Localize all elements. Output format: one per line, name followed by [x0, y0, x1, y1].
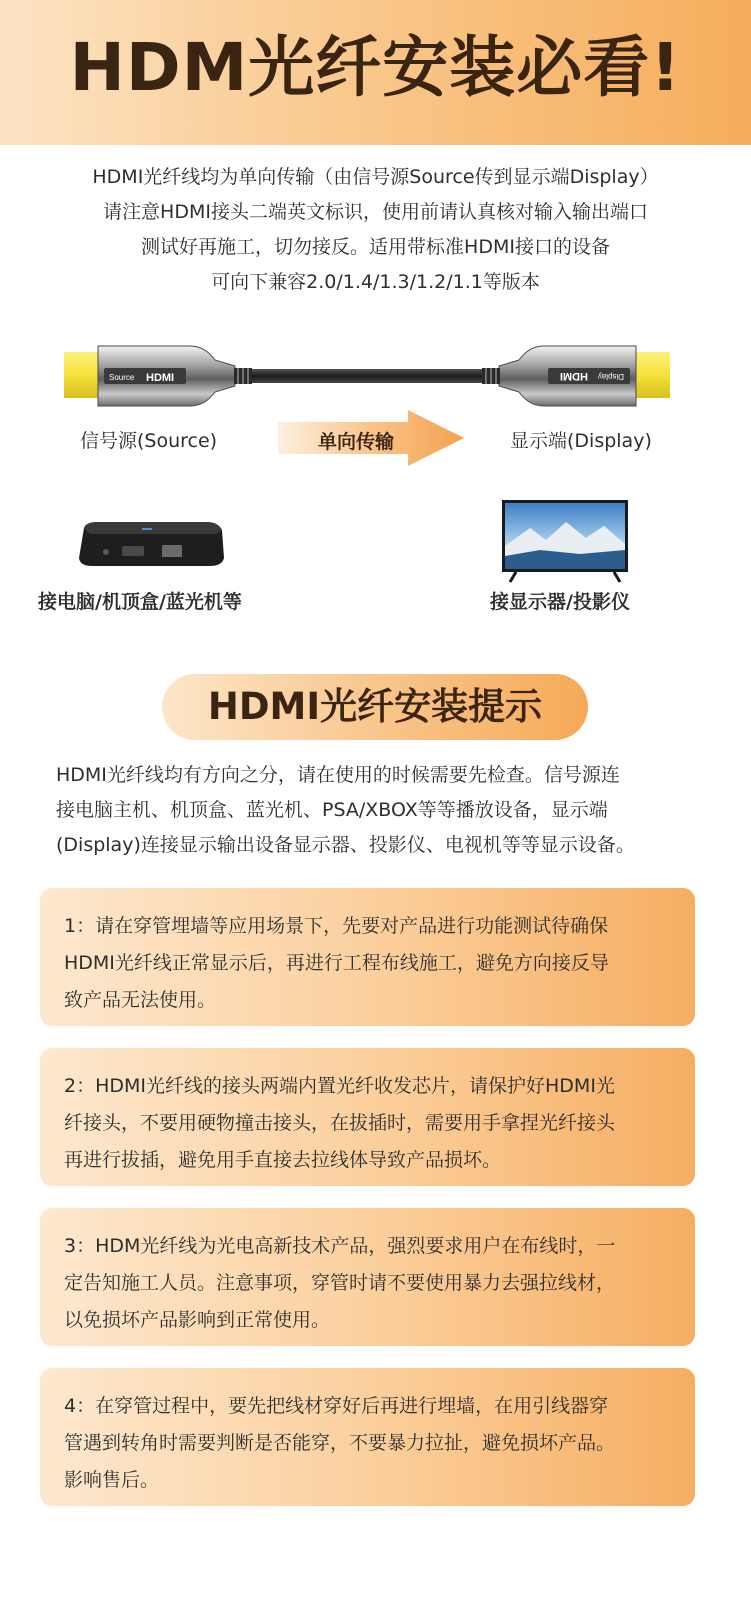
intro-line: 可向下兼容2.0/1.4/1.3/1.2/1.1等版本 [211, 271, 540, 293]
set-top-box-image [76, 520, 226, 570]
source-device-label: 接电脑/机顶盒/蓝光机等 [38, 591, 242, 613]
tip-card-1 [40, 888, 695, 1026]
hdmi-cable-illustration [0, 338, 751, 418]
monitor-image [500, 500, 630, 584]
display-device-label: 接显示器/投影仪 [490, 591, 630, 613]
tip-line: 2：HDMI光纤线的接头两端内置光纤收发芯片，请保护好HDMI光 [64, 1075, 615, 1097]
intro-text [0, 160, 751, 300]
tip-line: 致产品无法使用。 [64, 989, 217, 1011]
tip-line: 4：在穿管过程中，要先把线材穿好后再进行埋墙，在用引线器穿 [64, 1395, 609, 1417]
tip-line: 定告知施工人员。注意事项，穿管时请不要使用暴力去强拉线材， [64, 1272, 616, 1294]
direction-label: 单向传输 [318, 431, 395, 453]
tip-line: 再进行拔插，避免用手直接去拉线体导致产品损坏。 [64, 1149, 502, 1171]
section-title: HDMI光纤安装提示 [207, 685, 543, 728]
tip-line: 影响售后。 [64, 1469, 160, 1491]
intro-line: HDMI光纤线均为单向传输（由信号源Source传到显示端Display） [92, 166, 659, 188]
source-label: 信号源(Source) [80, 430, 218, 452]
source-tag: Source [109, 373, 135, 382]
tip-line: 1：请在穿管埋墙等应用场景下，先要对产品进行功能测试待确保 [64, 915, 609, 937]
tip-line: 3：HDM光纤线为光电高新技术产品，强烈要求用户在布线时，一 [64, 1235, 616, 1257]
description-line: 接电脑主机、机顶盒、蓝光机、PSA/XBOX等等播放设备，显示端 [56, 799, 608, 821]
intro-line: 请注意HDMI接头二端英文标识，使用前请认真核对输入输出端口 [103, 201, 648, 223]
tip-line: 管遇到转角时需要判断是否能穿，不要暴力拉扯，避免损坏产品。 [64, 1432, 616, 1454]
description-line: (Display)连接显示输出设备显示器、投影仪、电视机等等显示设备。 [56, 834, 635, 856]
tip-card-4 [40, 1368, 695, 1506]
tip-line: 纤接头，不要用硬物撞击接头，在拔插时，需要用手拿捏光纤接头 [64, 1112, 616, 1134]
intro-line: 测试好再施工，切勿接反。适用带标准HDMI接口的设备 [141, 236, 610, 258]
hero-banner [0, 0, 751, 145]
section-title-pill [162, 674, 588, 740]
hdmi-brand-left: HDMI [146, 372, 175, 384]
display-tag: Display [597, 372, 624, 381]
tip-card-3 [40, 1208, 695, 1346]
tip-card-2 [40, 1048, 695, 1186]
description-text [56, 758, 706, 863]
display-label: 显示端(Display) [510, 430, 652, 452]
page-title: HDM光纤安装必看! [69, 29, 682, 106]
tip-line: HDMI光纤线正常显示后，再进行工程布线施工，避免方向接反导 [64, 952, 609, 974]
hdmi-brand-right: HDMI [559, 370, 588, 382]
description-line: HDMI光纤线均有方向之分，请在使用的时候需要先检查。信号源连 [56, 764, 620, 786]
tip-line: 以免损坏产品影响到正常使用。 [64, 1309, 331, 1331]
cable-diagram [0, 338, 751, 478]
